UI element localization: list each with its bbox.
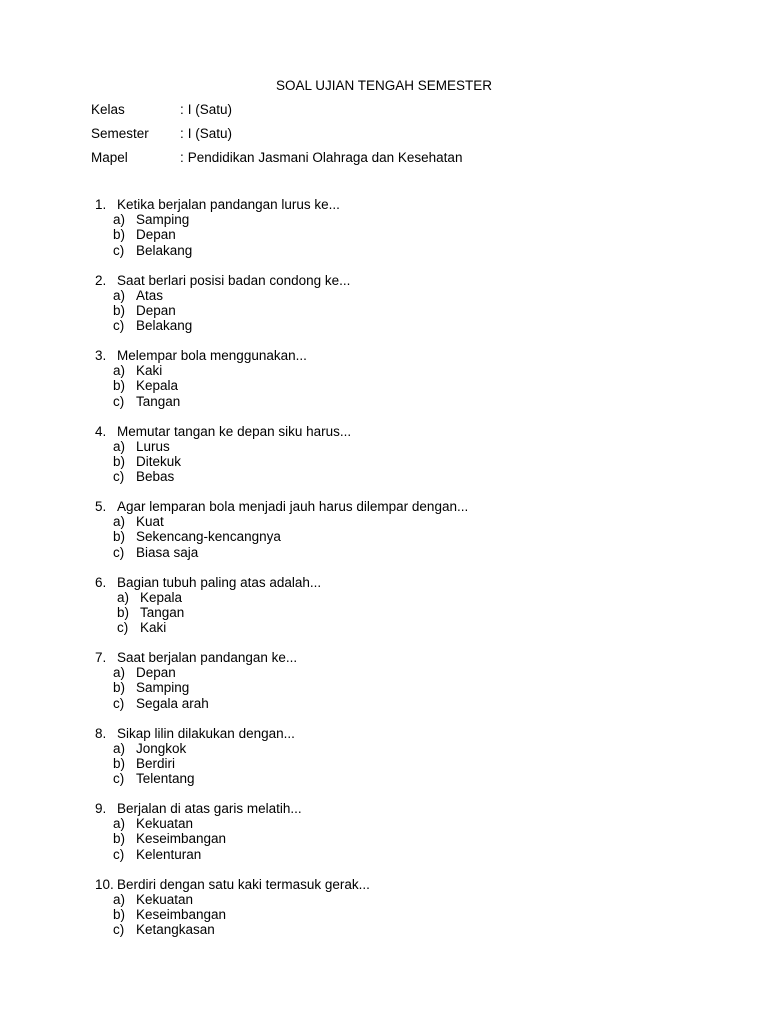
info-value: I (Satu) xyxy=(187,126,233,141)
option-text: Samping xyxy=(136,680,190,696)
option-letter: a) xyxy=(117,589,130,605)
option-letter: b) xyxy=(113,227,126,243)
option-letter: a) xyxy=(113,212,126,228)
question-item xyxy=(0,348,768,424)
option-letter: a) xyxy=(113,363,126,379)
document-title: SOAL UJIAN TENGAH SEMESTER xyxy=(275,78,493,93)
question-text: Berjalan di atas garis melatih... xyxy=(117,801,302,816)
info-value: I (Satu) xyxy=(187,102,233,117)
question-item xyxy=(0,801,768,877)
option-text: Segala arah xyxy=(136,695,209,711)
option-text: Kaki xyxy=(140,620,167,636)
option-text: Depan xyxy=(136,665,176,681)
question-number: 1. xyxy=(95,197,107,212)
option-text: Biasa saja xyxy=(136,544,199,560)
question-text: Berdiri dengan satu kaki termasuk gerak... xyxy=(117,876,370,892)
option-text: Bebas xyxy=(136,469,175,485)
info-value-wrap xyxy=(180,126,232,141)
option-letter: c) xyxy=(113,469,125,485)
option-letter: a) xyxy=(113,514,126,530)
option-text: Lurus xyxy=(136,438,170,454)
option-letter: c) xyxy=(113,695,125,711)
question-number: 6. xyxy=(95,574,107,590)
option-letter: b) xyxy=(113,755,126,771)
option-letter: b) xyxy=(117,604,130,620)
question-number: 3. xyxy=(95,348,107,363)
option-letter: c) xyxy=(117,620,129,636)
info-value: Pendidikan Jasmani Olahraga dan Kesehatan xyxy=(187,150,463,165)
option-text: Keseimbangan xyxy=(136,906,227,922)
option-letter: a) xyxy=(113,287,126,303)
question-item xyxy=(0,575,768,651)
option-text: Depan xyxy=(136,227,176,243)
option-text: Sekencang-kencangnya xyxy=(136,529,281,545)
option-text: Depan xyxy=(136,302,176,318)
question-number: 9. xyxy=(95,801,107,816)
info-colon: : xyxy=(180,126,184,141)
question-text: Agar lemparan bola menjadi jauh harus dilempar dengan... xyxy=(117,499,469,514)
option-letter: c) xyxy=(113,242,125,258)
question-item xyxy=(0,273,768,349)
question-item xyxy=(0,424,768,500)
option-text: Belakang xyxy=(136,318,193,334)
option-letter: c) xyxy=(113,771,125,787)
option-letter: c) xyxy=(113,846,125,862)
option-letter: b) xyxy=(113,831,126,847)
option-letter: b) xyxy=(113,302,126,318)
option-text: Kuat xyxy=(136,514,164,530)
question-number: 8. xyxy=(95,725,107,741)
option-letter: a) xyxy=(113,665,126,681)
option-letter: b) xyxy=(113,680,126,696)
question-number: 2. xyxy=(95,272,107,288)
info-label: Mapel xyxy=(91,150,128,165)
question-text: Saat berlari posisi badan condong ke... xyxy=(117,272,351,288)
info-label: Semester xyxy=(91,126,149,141)
option-letter: b) xyxy=(113,529,126,545)
question-text: Memutar tangan ke depan siku harus... xyxy=(117,423,352,439)
option-text: Kelenturan xyxy=(136,846,202,862)
question-number: 7. xyxy=(95,650,107,665)
question-item xyxy=(0,726,768,802)
option-text: Kaki xyxy=(136,363,163,379)
info-colon: : xyxy=(180,102,184,117)
option-text: Kepala xyxy=(136,378,179,394)
option-letter: c) xyxy=(113,544,125,560)
option-letter: a) xyxy=(113,816,126,832)
option-letter: a) xyxy=(113,740,126,756)
info-value-wrap xyxy=(180,150,462,165)
option-letter: a) xyxy=(113,438,126,454)
info-value-wrap xyxy=(180,102,232,117)
question-text: Ketika berjalan pandangan lurus ke... xyxy=(117,197,340,212)
option-text: Keseimbangan xyxy=(136,831,227,847)
option-text: Tangan xyxy=(140,604,185,620)
question-text: Saat berjalan pandangan ke... xyxy=(117,650,298,665)
question-item xyxy=(0,877,768,953)
option-text: Kekuatan xyxy=(136,816,194,832)
option-text: Jongkok xyxy=(136,740,187,756)
question-text: Bagian tubuh paling atas adalah... xyxy=(117,574,322,590)
question-text: Melempar bola menggunakan... xyxy=(117,348,307,363)
option-text: Telentang xyxy=(136,771,195,787)
option-text: Tangan xyxy=(136,393,181,409)
question-list xyxy=(0,197,768,952)
question-number: 10. xyxy=(95,876,114,892)
option-letter: b) xyxy=(113,906,126,922)
option-text: Kekuatan xyxy=(136,891,194,907)
option-letter: c) xyxy=(113,922,125,938)
option-text: Atas xyxy=(136,287,164,303)
option-text: Belakang xyxy=(136,242,193,258)
question-text: Sikap lilin dilakukan dengan... xyxy=(117,725,295,741)
option-text: Ditekuk xyxy=(136,453,182,469)
option-text: Berdiri xyxy=(136,755,176,771)
question-number: 5. xyxy=(95,499,107,514)
info-colon: : xyxy=(180,150,184,165)
option-letter: a) xyxy=(113,891,126,907)
question-item xyxy=(0,197,768,273)
option-letter: c) xyxy=(113,393,125,409)
question-item xyxy=(0,650,768,726)
option-letter: c) xyxy=(113,318,125,334)
option-text: Ketangkasan xyxy=(136,922,215,938)
option-text: Kepala xyxy=(140,589,183,605)
info-label: Kelas xyxy=(91,102,125,117)
question-item xyxy=(0,499,768,575)
option-letter: b) xyxy=(113,378,126,394)
question-number: 4. xyxy=(95,423,107,439)
option-text: Samping xyxy=(136,212,190,228)
option-letter: b) xyxy=(113,453,126,469)
